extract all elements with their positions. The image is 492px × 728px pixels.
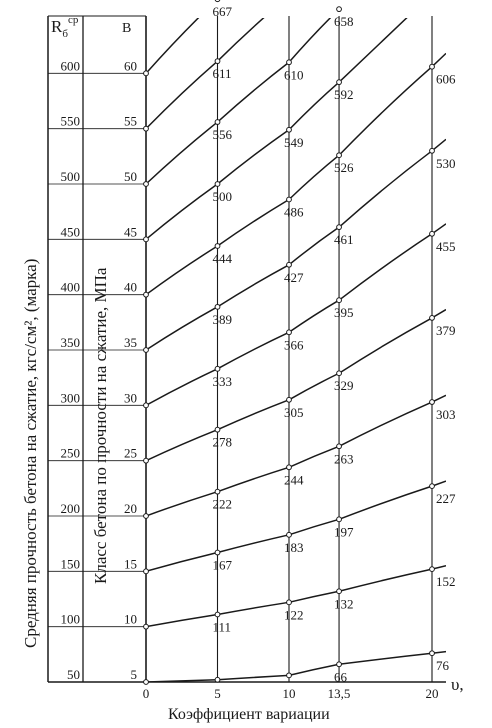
data-point xyxy=(337,589,342,594)
data-label: 366 xyxy=(284,337,304,353)
series-line-55 xyxy=(146,0,446,129)
data-label: 197 xyxy=(334,524,354,540)
data-label: 556 xyxy=(212,127,232,143)
data-point xyxy=(144,292,149,297)
point-label-layer xyxy=(213,4,457,684)
inner-tick-label: 30 xyxy=(124,390,137,406)
data-label: 658 xyxy=(334,14,354,30)
data-point xyxy=(215,366,220,371)
outer-tick-label: 50 xyxy=(67,667,80,682)
x-tick-label: 5 xyxy=(214,686,221,701)
data-point xyxy=(215,489,220,494)
inner-tick-label: 25 xyxy=(124,445,137,461)
data-label: 530 xyxy=(436,155,456,171)
data-point xyxy=(337,7,342,12)
series-line-45 xyxy=(146,0,446,239)
data-point xyxy=(215,677,220,682)
data-point xyxy=(215,120,220,125)
data-point xyxy=(287,197,292,202)
data-label: 278 xyxy=(212,434,232,450)
data-label: 227 xyxy=(436,491,456,507)
series-line-25 xyxy=(146,310,446,461)
data-point xyxy=(144,458,149,463)
data-label: 526 xyxy=(334,160,354,176)
data-point xyxy=(144,514,149,519)
data-point xyxy=(215,427,220,432)
data-label: 152 xyxy=(436,574,456,590)
data-point xyxy=(287,532,292,537)
data-point xyxy=(430,484,435,489)
data-label: 222 xyxy=(212,496,232,512)
data-point xyxy=(144,348,149,353)
data-point xyxy=(215,182,220,187)
x-axis-symbol: υ, xyxy=(451,675,464,694)
data-point xyxy=(430,231,435,236)
outer-tick-label: 550 xyxy=(60,113,80,129)
data-point xyxy=(287,397,292,402)
data-point xyxy=(430,148,435,153)
series-line-15 xyxy=(146,481,446,571)
data-point xyxy=(337,225,342,230)
data-label: 606 xyxy=(436,71,456,87)
data-label: 455 xyxy=(436,238,456,254)
data-point xyxy=(430,316,435,321)
outer-axis-header: $R_б^{ср}$ xyxy=(51,14,79,40)
data-point xyxy=(337,80,342,85)
data-point xyxy=(337,153,342,158)
outer-tick-label: 400 xyxy=(60,279,80,295)
x-tick-label: 20 xyxy=(425,686,439,701)
data-point xyxy=(144,126,149,131)
series-line-30 xyxy=(146,224,446,406)
vertical-grid xyxy=(218,16,433,685)
data-label: 263 xyxy=(334,451,354,467)
outer-axis-title: Средняя прочность бетона на сжатие, кгс/см², (марка) xyxy=(21,258,40,648)
data-point xyxy=(337,662,342,667)
inner-tick-label: 15 xyxy=(124,556,137,572)
data-label: 444 xyxy=(212,250,232,266)
data-point xyxy=(430,567,435,572)
data-label: 461 xyxy=(334,232,354,248)
data-label: 132 xyxy=(334,596,354,612)
data-point xyxy=(144,71,149,76)
data-point xyxy=(287,127,292,132)
data-point xyxy=(215,0,220,2)
data-label: 122 xyxy=(284,607,304,623)
data-point xyxy=(287,330,292,335)
data-point xyxy=(144,237,149,242)
data-label: 111 xyxy=(212,619,232,635)
outer-tick-label: 600 xyxy=(60,58,80,74)
data-point xyxy=(430,400,435,405)
data-point xyxy=(144,569,149,574)
inner-axis-header: В xyxy=(122,21,132,36)
x-axis-title: Коэффициент вариации xyxy=(168,706,330,723)
data-point xyxy=(144,403,149,408)
series-line-50 xyxy=(146,0,446,184)
x-tick-label: 10 xyxy=(282,686,296,701)
data-label: 167 xyxy=(212,557,232,573)
outer-tick-label: 350 xyxy=(60,335,80,350)
inner-tick-label: 20 xyxy=(124,501,137,516)
outer-tick-label: 450 xyxy=(60,224,80,240)
data-label: 611 xyxy=(212,66,232,82)
data-point xyxy=(144,624,149,629)
data-point xyxy=(337,298,342,303)
data-label: 66 xyxy=(334,669,348,685)
data-point xyxy=(215,244,220,249)
inner-tick-label: 60 xyxy=(124,58,137,74)
data-label: 244 xyxy=(284,472,304,488)
data-point xyxy=(337,444,342,449)
data-label: 549 xyxy=(284,134,304,150)
x-tick-label: 0 xyxy=(142,686,150,701)
inner-tick-label: 5 xyxy=(130,667,137,682)
inner-tick-label: 40 xyxy=(124,279,137,295)
data-point xyxy=(215,612,220,617)
data-point xyxy=(337,517,342,522)
data-label: 592 xyxy=(334,87,354,103)
outer-tick-label: 500 xyxy=(60,169,80,184)
data-label: 303 xyxy=(436,407,456,423)
inner-tick-label: 10 xyxy=(124,611,137,627)
data-point xyxy=(215,59,220,64)
x-axis-ticks xyxy=(143,686,439,701)
series-line-5 xyxy=(146,652,446,685)
data-label: 427 xyxy=(284,269,304,285)
data-point xyxy=(144,680,149,685)
x-tick-label: 13,5 xyxy=(327,686,351,701)
data-label: 305 xyxy=(284,404,304,420)
series-line-35 xyxy=(146,139,446,353)
data-label: 333 xyxy=(212,373,232,389)
data-point xyxy=(287,673,292,678)
outer-tick-label: 250 xyxy=(60,445,80,461)
outer-tick-label: 150 xyxy=(60,556,80,572)
inner-axis-title: Класс бетона по прочности на сжатие, МПа xyxy=(91,267,110,584)
inner-tick-label: 45 xyxy=(124,224,137,240)
data-label: 379 xyxy=(436,322,456,338)
data-label: 329 xyxy=(334,378,354,394)
data-point xyxy=(215,550,220,555)
data-point xyxy=(430,651,435,656)
data-point xyxy=(144,182,149,187)
outer-axis-ticks xyxy=(61,58,81,682)
data-point xyxy=(287,60,292,65)
data-label: 610 xyxy=(284,67,304,83)
data-point xyxy=(287,600,292,605)
inner-tick-label: 35 xyxy=(124,335,137,350)
data-label: 486 xyxy=(284,204,304,220)
data-label: 395 xyxy=(334,305,354,321)
data-label: 389 xyxy=(212,311,232,327)
inner-axis-ticks xyxy=(124,58,137,682)
data-point xyxy=(287,465,292,470)
data-label: 183 xyxy=(284,539,304,555)
data-point xyxy=(287,262,292,267)
data-label: 500 xyxy=(212,189,232,204)
outer-tick-label: 200 xyxy=(60,501,80,516)
data-label: 667 xyxy=(212,4,232,20)
outer-tick-label: 100 xyxy=(60,611,80,627)
data-point xyxy=(337,371,342,376)
data-point xyxy=(215,304,220,309)
outer-tick-label: 300 xyxy=(60,390,80,406)
inner-tick-label: 55 xyxy=(124,113,137,129)
data-point xyxy=(430,64,435,69)
series-line-60 xyxy=(146,0,446,73)
inner-tick-label: 50 xyxy=(124,169,137,184)
data-label: 76 xyxy=(436,658,449,674)
